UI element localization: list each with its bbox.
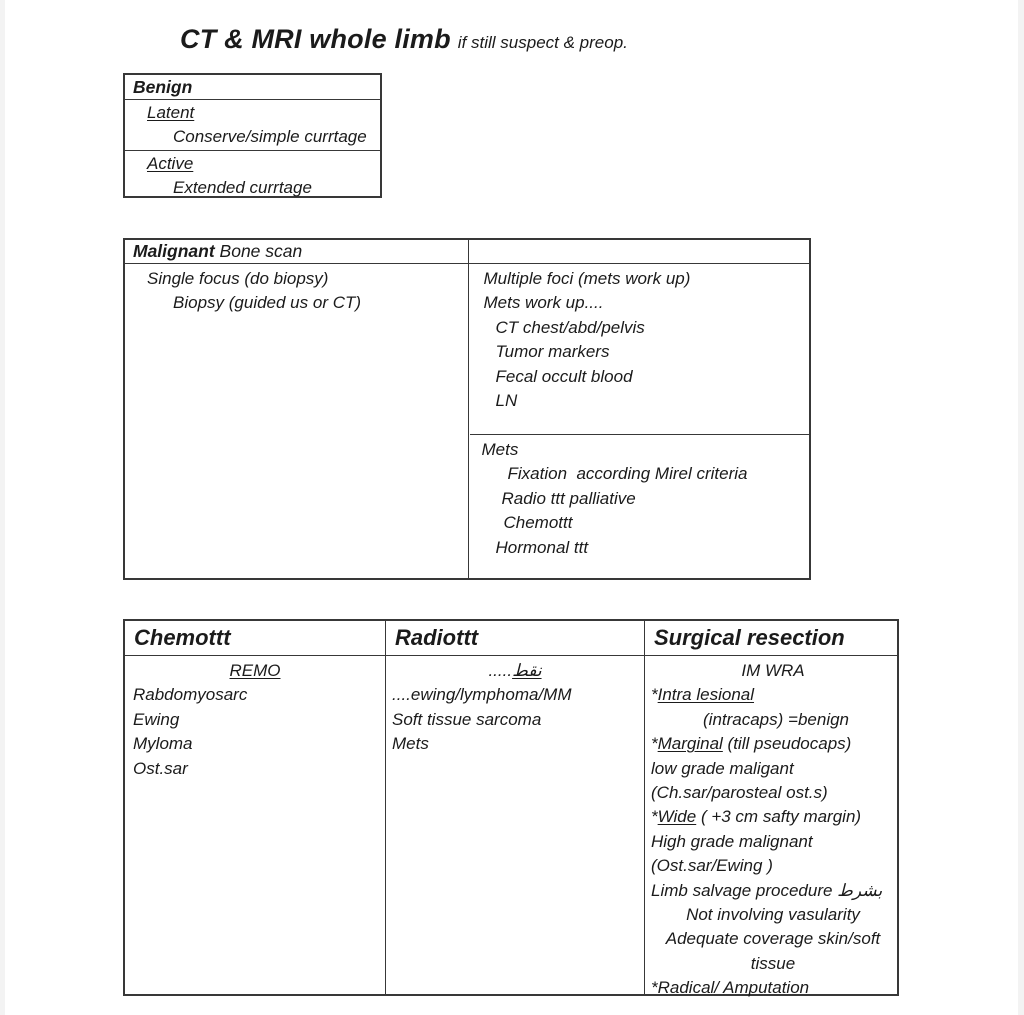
page-left-margin [0,0,5,1015]
workup-item: CT chest/abd/pelvis [495,317,645,337]
radio-arabic-line [386,659,644,683]
high-grade-examples-line: (Ost.sar/Ewing ) [651,856,773,876]
condition-line: Adequate coverage skin/soft [665,929,881,949]
chemo-item: Rabdomyosarc [133,685,248,705]
malignant-table [123,238,811,580]
active-treatment: Extended currtage [173,178,312,198]
malignant-header-rest: Bone scan [214,241,303,261]
marginal-label: Marginal [657,734,723,754]
im-wra-line: IM WRA [741,661,805,680]
wide-rest: ( +3 cm safty margin) [696,807,862,827]
radio-dots: ..... [488,661,513,680]
single-focus-line: Single focus (do biopsy) [147,269,329,288]
multiple-foci-cell [470,264,810,435]
workup-item: LN [495,391,518,411]
asterisk: * [651,734,658,754]
mets-title: Mets [481,440,519,459]
asterisk: * [651,807,658,827]
limb-salvage-text: Limb salvage procedure [651,880,838,900]
chemo-item: Ewing [133,709,180,729]
multiple-foci-line: Multiple foci (mets work up) [483,269,691,288]
mets-workup-line: Mets work up.... [483,293,604,313]
condition-line: tissue [750,953,796,973]
radio-arabic-word: نقط [512,661,542,681]
wide-line [645,805,901,829]
low-grade-examples-line: (Ch.sar/parosteal ost.s) [651,783,828,803]
radio-item: Soft tissue sarcoma [392,709,542,729]
mets-item: Radio ttt palliative [501,488,636,508]
benign-header: Benign [125,75,380,100]
radio-cell [386,656,644,994]
page-title [180,24,628,55]
marginal-rest: (till pseudocaps) [722,734,852,754]
mets-cell [470,435,810,578]
chemo-item: Ost.sar [133,758,188,778]
wide-label: Wide [657,807,697,827]
chemo-item: Myloma [133,734,193,754]
limb-salvage-line [645,879,901,903]
mets-item: Chemottt [503,513,573,533]
condition-line: Not involving vasularity [686,905,860,925]
page-title-main: CT & MRI whole limb [180,24,451,54]
surgical-cell [645,656,901,998]
low-grade-line: low grade maligant [651,758,794,778]
radio-header: Radiottt [395,625,479,650]
limb-salvage-arabic: بشرط [837,880,883,901]
mets-item: Fixation according Mirel criteria [507,464,748,484]
mets-item: Hormonal ttt [495,537,589,557]
page-right-margin [1018,0,1024,1015]
intra-lesional-label: Intra lesional [657,685,755,705]
benign-table [123,73,382,198]
remo-label: REMO [229,661,281,680]
malignant-header-bold: Malignant [133,241,215,261]
chemo-header: Chemottt [134,625,231,650]
marginal-line [645,732,901,756]
benign-latent-row [125,100,380,150]
treatment-table [123,619,899,996]
benign-active-row [125,150,380,200]
malignant-header [125,240,809,264]
radical-line: *Radical/ Amputation [651,978,810,998]
latent-treatment: Conserve/simple currtage [173,127,367,147]
single-focus-cell [125,264,468,578]
asterisk: * [651,685,658,705]
intra-lesional-line [645,683,901,707]
radio-item: Mets [392,734,429,754]
biopsy-line: Biopsy (guided us or CT) [173,293,362,313]
active-label: Active [147,154,194,173]
workup-item: Fecal occult blood [495,366,633,386]
intracaps-line: (intracaps) =benign [703,709,850,729]
workup-item: Tumor markers [495,342,610,362]
latent-label: Latent [147,103,195,122]
high-grade-line: High grade malignant [651,831,813,851]
surgical-header: Surgical resection [654,625,845,650]
page-title-suffix: if still suspect & preop. [457,33,628,52]
radio-item: ....ewing/lymphoma/MM [392,685,572,705]
chemo-cell [125,656,385,994]
